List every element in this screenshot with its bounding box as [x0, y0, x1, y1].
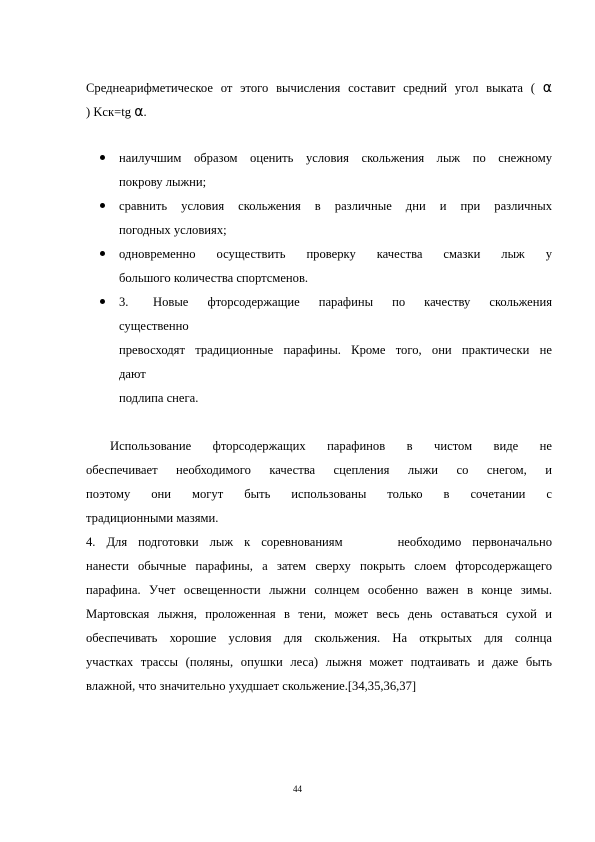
- paragraph-line: парафина. Учет освещенности лыжни солнцем особенно важен в конце зимы.: [86, 583, 552, 597]
- paragraph-line: обеспечивает необходимого качества сцепления лыжи со снегом, и: [86, 463, 552, 477]
- list-item-line: погодных условиях;: [119, 223, 227, 237]
- list-item-line: наилучшим образом оценить условия скольжения лыж по снежному: [119, 151, 552, 165]
- intro-line-2: ) Kск=tg α.: [86, 104, 147, 120]
- paragraph-line: влажной, что значительно ухудшает скольжение.[34,35,36,37]: [86, 679, 417, 693]
- list-item-line: превосходят традиционные парафины. Кроме того, они практически не: [119, 343, 552, 357]
- list-item-line: покрову лыжни;: [119, 175, 207, 189]
- list-item-line: сравнить условия скольжения в различные дни и при различных: [119, 199, 552, 213]
- bullet-icon: [100, 155, 105, 160]
- paragraph-line: 4. Для подготовки лыж к соревнованиям необходимо первоначально: [86, 535, 552, 549]
- list-item: [100, 194, 552, 242]
- item-number: 3.: [119, 295, 129, 309]
- paragraph-line: Использование фторсодержащих парафинов в чистом виде не: [110, 439, 552, 453]
- bullet-icon: [100, 299, 105, 304]
- paragraph-4: [86, 530, 552, 698]
- paragraph-line: Мартовская лыжня, проложенная в тени, может весь день оставаться сухой и: [86, 607, 552, 621]
- bullet-list: [100, 146, 552, 410]
- bullet-icon: [100, 203, 105, 208]
- paragraph-line: традиционными мазями.: [86, 511, 219, 525]
- bullet-icon: [100, 251, 105, 256]
- paragraph-fluoro: [86, 434, 552, 530]
- paragraph-line: нанести обычные парафины, а затем сверху покрыть слоем фторсодержащего: [86, 559, 552, 573]
- list-item-line: 3. Новые фторсодержащие парафины по качеству скольжения: [119, 290, 552, 314]
- intro-paragraph: [86, 76, 552, 124]
- list-item: [100, 146, 552, 194]
- list-item-line: дают: [119, 367, 146, 381]
- list-item-line: подлипа снега.: [119, 391, 199, 405]
- list-item: [100, 242, 552, 290]
- list-item-line: большого количества спортсменов.: [119, 271, 309, 285]
- list-item-line: одновременно осуществить проверку качества смазки лыж у: [119, 247, 552, 261]
- intro-line-1: Среднеарифметическое от этого вычисления составит средний угол выката ( α: [86, 80, 552, 96]
- list-item: [100, 290, 552, 410]
- alpha-symbol: α: [134, 104, 144, 120]
- paragraph-line: поэтому они могут быть использованы только в сочетании с: [86, 487, 552, 501]
- list-item-line: существенно: [119, 319, 189, 333]
- paragraph-line: участках трассы (поляны, опушки леса) лыжня может подтаивать и даже быть: [86, 655, 552, 669]
- page-number: 44: [293, 784, 302, 794]
- alpha-symbol: α: [542, 80, 552, 96]
- paragraph-line: обеспечивать хорошие условия для скольжения. На открытых для солнца: [86, 631, 552, 645]
